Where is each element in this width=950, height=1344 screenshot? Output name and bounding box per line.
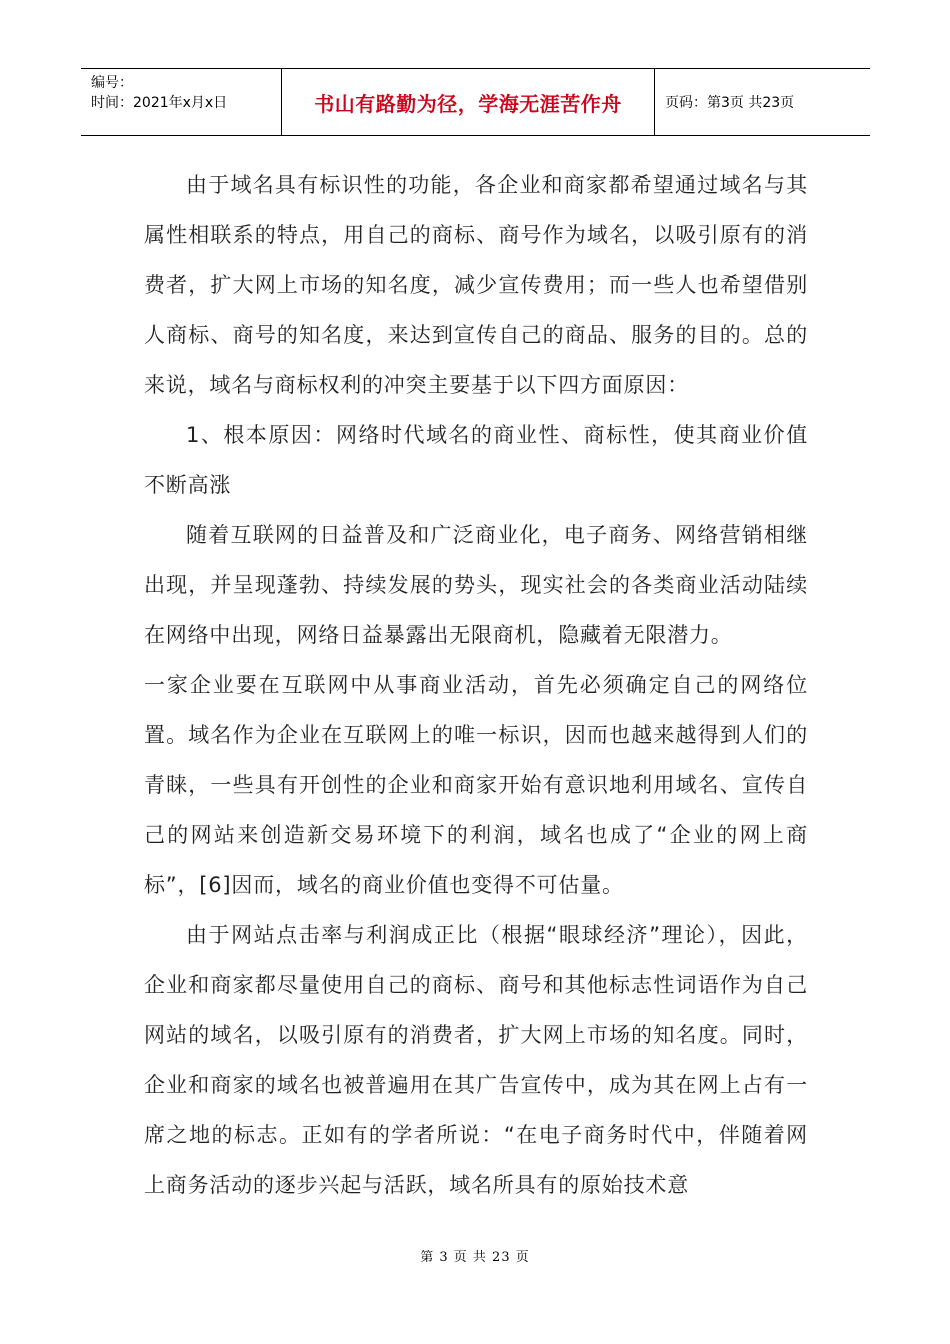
paragraph: 由于域名具有标识性的功能，各企业和商家都希望通过域名与其属性相联系的特点，用自己的商标、商号作为域名，以吸引原有的消费者，扩大网上市场的知名度，减少宣传费用；而一些人也希望借别人商标、商号的知名度，来达到宣传自己的商品、服务的目的。总的来说，域名与商标权利的冲突主要基于以下四方面原因： xyxy=(144,173,808,397)
paragraph: 随着互联网的日益普及和广泛商业化，电子商务、网络营销相继出现，并呈现蓬勃、持续发展的势头，现实社会的各类商业活动陆续在网络中出现，网络日益暴露出无限商机，隐藏着无限潜力。 xyxy=(144,523,808,647)
paragraph: 一家企业要在互联网中从事商业活动，首先必须确定自己的网络位置。域名作为企业在互联网上的唯一标识，因而也越来越得到人们的青睐，一些具有开创性的企业和商家开始有意识地利用域名、宣传自己的网站来创造新交易环境下的利润，域名也成了“企业的网上商标”，[6]因而，域名的商业价值也变得不可估量。 xyxy=(144,673,808,897)
section-heading: 1、根本原因：网络时代域名的商业性、商标性，使其商业价值不断高涨 xyxy=(144,423,808,497)
motto-text: 书山有路勤为径，学海无涯苦作舟 xyxy=(314,91,622,116)
number-label: 编号： xyxy=(91,75,133,91)
paragraph: 由于网站点击率与利润成正比（根据“眼球经济”理论），因此，企业和商家都尽量使用自己的商标、商号和其他标志性词语作为自己网站的域名，以吸引原有的消费者，扩大网上市场的知名度。同时，企业和商家的域名也被普遍用在其广告宣传中，成为其在网上占有一席之地的标志。正如有的学者所说：“在电子商务时代中，伴随着网上商务活动的逐步兴起与活跃，域名所具有的原始技术意 xyxy=(144,923,808,1197)
document-header xyxy=(81,68,870,136)
header-page-cell xyxy=(655,69,870,135)
header-meta-cell xyxy=(81,69,282,135)
page-info: 页码：第3页 共23页 xyxy=(665,95,795,111)
document-body xyxy=(144,160,808,1210)
page-footer: 第 3 页 共 23 页 xyxy=(420,1250,530,1265)
header-motto-cell xyxy=(282,69,655,135)
date-label: 时间：2021年x月x日 xyxy=(91,95,228,111)
